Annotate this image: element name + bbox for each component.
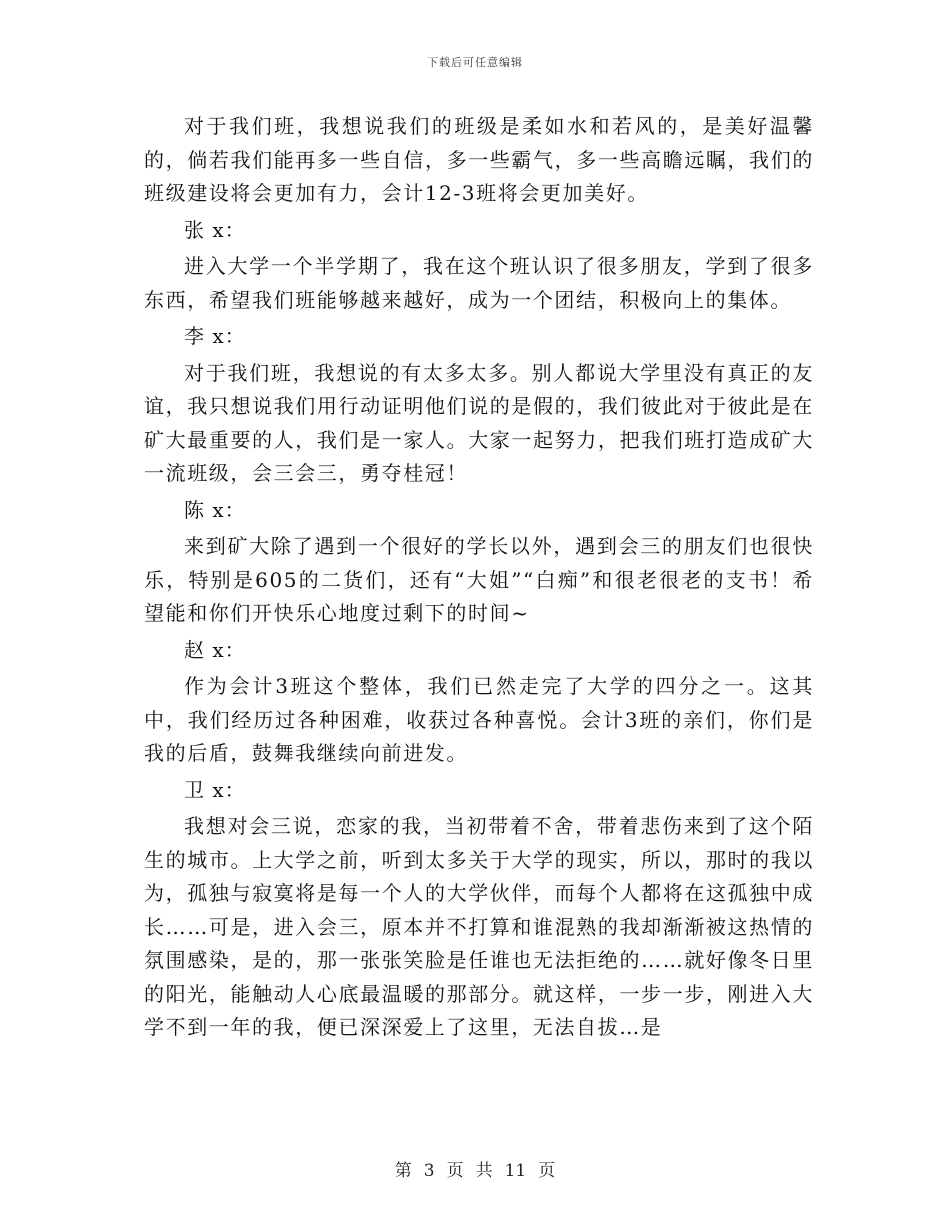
total-pages-number: 11 xyxy=(504,1161,527,1181)
speaker-name: 李 x： xyxy=(184,324,246,348)
speaker-paragraph: 进入大学一个半学期了，我在这个班认识了很多朋友，学到了很多东西，希望我们班能够越来越好，成为一个团结，积极向上的集体。 xyxy=(144,254,814,312)
document-body xyxy=(144,110,814,1048)
intro-paragraph: 对于我们班，我想说我们的班级是柔如水和若风的，是美好温馨的，倘若我们能再多一些自信，多一些霸气，多一些高瞻远瞩，我们的班级建设将会更加有力，会计12-3班将会更加美好。 xyxy=(144,114,814,205)
current-page-number: 3 xyxy=(423,1161,435,1181)
footer-label-total: 共 xyxy=(475,1161,493,1181)
speaker-paragraph: 对于我们班，我想说的有太多太多。别人都说大学里没有真正的友谊，我只想说我们用行动证明他们说的是假的，我们彼此对于彼此是在矿大最重要的人，我们是一家人。大家一起努力，把我们班打造成矿大一流班级，会三会三，勇夺桂冠！ xyxy=(144,360,814,485)
page-header: 下载后可任意编辑 xyxy=(427,56,523,69)
footer-label-page: 第 xyxy=(394,1161,412,1181)
speaker-name: 张 x： xyxy=(184,217,246,242)
speaker-name: 赵 x： xyxy=(184,637,246,662)
speaker-paragraph: 我想对会三说，恋家的我，当初带着不舍，带着悲伤来到了这个陌生的城市。上大学之前，听到太多关于大学的现实，所以，那时的我以为，孤独与寂寞将是每一个人的大学伙伴，而每个人都将在这孤独中成长……可是，进入会三，原本并不打算和谁混熟的我却渐渐被这热情的氛围感染，是的，那一张张笑脸是任谁也无法拒绝的……就好像冬日里的阳光，能触动人心底最温暖的那部分。就这样，一步一步，刚进入大学不到一年的我，便已深深爱上了这里，无法自拔…是 xyxy=(144,814,814,1039)
footer-label-total-unit: 页 xyxy=(538,1161,556,1181)
speaker-paragraph: 作为会计3班这个整体，我们已然走完了大学的四分之一。这其中，我们经历过各种困难，收获过各种喜悦。会计3班的亲们，你们是我的后盾，鼓舞我继续向前进发。 xyxy=(144,674,814,765)
speaker-name: 卫 x： xyxy=(184,777,246,802)
page-footer xyxy=(0,1156,950,1181)
speaker-paragraph: 来到矿大除了遇到一个很好的学长以外，遇到会三的朋友们也很快乐，特别是605的二货们，还有“大姐”“白痴”和很老很老的支书！希望能和你们开快乐心地度过剩下的时间~ xyxy=(144,534,814,625)
footer-label-page-unit: 页 xyxy=(446,1161,464,1181)
speaker-name: 陈 x： xyxy=(184,497,246,522)
